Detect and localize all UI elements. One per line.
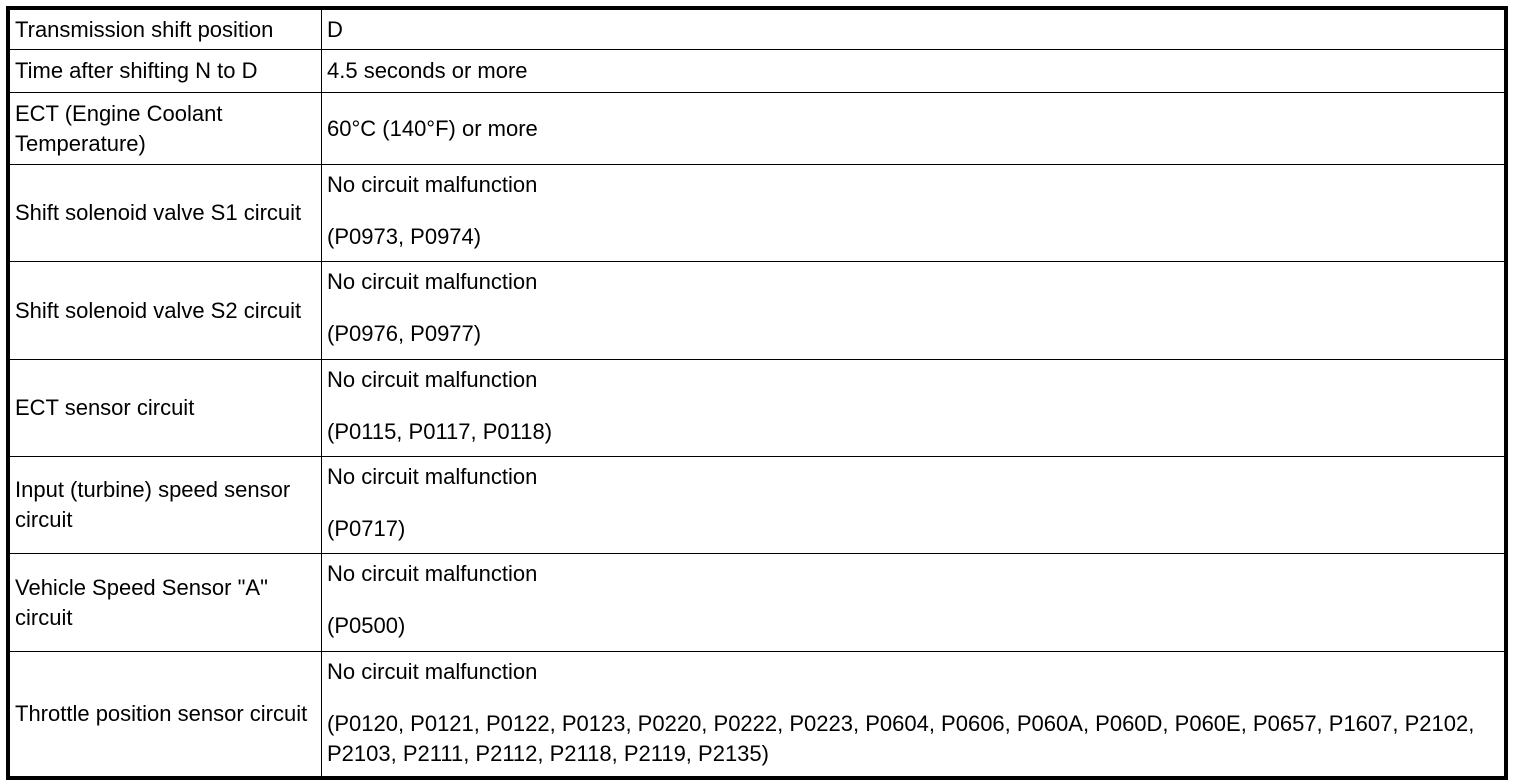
condition-label: Shift solenoid valve S2 circuit [10, 262, 322, 360]
condition-label: Time after shifting N to D [10, 50, 322, 93]
table-row [10, 262, 1505, 360]
condition-value [322, 457, 1505, 554]
dtc-codes: (P0120, P0121, P0122, P0123, P0220, P0222, P0223, P0604, P0606, P060A, P060D, P060E, P0657, P1607, P2102, P2103, P2111, P2112, P2118, P2119, P2135) [327, 711, 1475, 766]
condition-label: Shift solenoid valve S1 circuit [10, 165, 322, 262]
table-row [10, 652, 1505, 777]
condition-value: 60°C (140°F) or more [322, 93, 1505, 165]
table-row [10, 10, 1505, 50]
table-row [10, 457, 1505, 554]
condition-label: Vehicle Speed Sensor "A" circuit [10, 554, 322, 652]
table-row [10, 93, 1505, 165]
table-row [10, 554, 1505, 652]
conditions-table-frame [6, 6, 1508, 780]
dtc-codes: (P0973, P0974) [327, 224, 482, 249]
conditions-table [9, 9, 1505, 777]
condition-label: Throttle position sensor circuit [10, 652, 322, 777]
malfunction-status: No circuit malfunction [327, 659, 538, 684]
condition-label: ECT (Engine Coolant Temperature) [10, 93, 322, 165]
condition-label: Transmission shift position [10, 10, 322, 50]
malfunction-status: No circuit malfunction [327, 269, 538, 294]
condition-value: D [322, 10, 1505, 50]
malfunction-status: No circuit malfunction [327, 561, 538, 586]
condition-value [322, 165, 1505, 262]
table-row [10, 50, 1505, 93]
malfunction-status: No circuit malfunction [327, 367, 538, 392]
condition-label: ECT sensor circuit [10, 360, 322, 457]
condition-label: Input (turbine) speed sensor circuit [10, 457, 322, 554]
condition-value [322, 554, 1505, 652]
condition-value: 4.5 seconds or more [322, 50, 1505, 93]
table-row [10, 165, 1505, 262]
malfunction-status: No circuit malfunction [327, 464, 538, 489]
table-row [10, 360, 1505, 457]
malfunction-status: No circuit malfunction [327, 172, 538, 197]
dtc-codes: (P0115, P0117, P0118) [327, 419, 553, 444]
condition-value [322, 360, 1505, 457]
dtc-codes: (P0717) [327, 516, 406, 541]
condition-value [322, 652, 1505, 777]
dtc-codes: (P0500) [327, 613, 406, 638]
condition-value [322, 262, 1505, 360]
dtc-codes: (P0976, P0977) [327, 321, 482, 346]
